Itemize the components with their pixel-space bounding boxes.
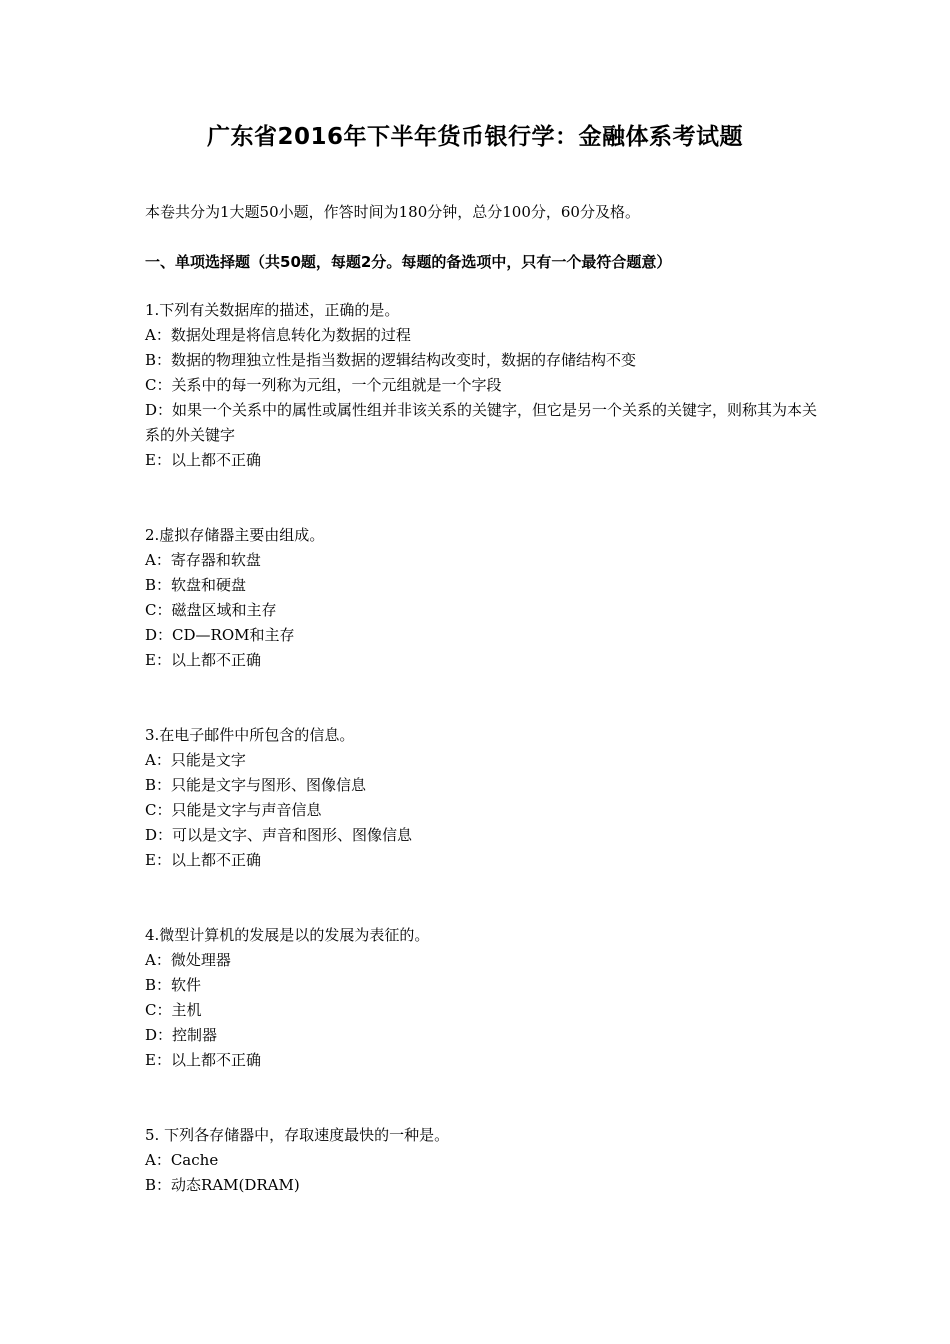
option-b: B：软件 (145, 976, 202, 994)
option-e: E：以上都不正确 (145, 851, 261, 869)
question-stem: 3.在电子邮件中所包含的信息。 (145, 726, 355, 744)
option-a: A：微处理器 (145, 951, 231, 969)
section-heading: 一、单项选择题（共50题，每题2分。每题的备选项中，只有一个最符合题意） (145, 253, 672, 271)
question-2 (145, 523, 820, 673)
option-a: A：Cache (145, 1151, 219, 1169)
option-b: B：软盘和硬盘 (145, 576, 247, 594)
option-c: C：关系中的每一列称为元组，一个元组就是一个字段 (145, 376, 502, 394)
document-title: 广东省2016年下半年货币银行学：金融体系考试题 (206, 124, 743, 150)
option-d: D：可以是文字、声音和图形、图像信息 (145, 826, 413, 844)
option-a: A：只能是文字 (145, 751, 246, 769)
option-a: A：寄存器和软盘 (145, 551, 261, 569)
question-list (145, 298, 820, 1248)
option-b: B：数据的物理独立性是指当数据的逻辑结构改变时，数据的存储结构不变 (145, 351, 637, 369)
option-c: C：只能是文字与声音信息 (145, 801, 322, 819)
option-c: C：主机 (145, 1001, 202, 1019)
question-stem: 5. 下列各存储器中，存取速度最快的一种是。 (145, 1126, 450, 1144)
option-d: D：CD—ROM和主存 (145, 626, 295, 644)
option-a: A：数据处理是将信息转化为数据的过程 (145, 326, 411, 344)
option-c: C：磁盘区域和主存 (145, 601, 277, 619)
option-d: D：控制器 (145, 1026, 218, 1044)
option-e: E：以上都不正确 (145, 451, 261, 469)
exam-intro: 本卷共分为1大题50小题，作答时间为180分钟，总分100分，60分及格。 (145, 203, 640, 221)
option-e: E：以上都不正确 (145, 651, 261, 669)
question-5 (145, 1123, 820, 1198)
question-stem: 4.微型计算机的发展是以的发展为表征的。 (145, 926, 430, 944)
question-4 (145, 923, 820, 1073)
question-3 (145, 723, 820, 873)
option-b: B：只能是文字与图形、图像信息 (145, 776, 367, 794)
question-1 (145, 298, 820, 473)
option-b: B：动态RAM(DRAM) (145, 1176, 300, 1194)
question-stem: 2.虚拟存储器主要由组成。 (145, 526, 325, 544)
question-stem: 1.下列有关数据库的描述，正确的是。 (145, 301, 400, 319)
option-d: D：如果一个关系中的属性或属性组并非该关系的关键字，但它是另一个关系的关键字，则称其为本关系的外关键字 (145, 401, 818, 444)
option-e: E：以上都不正确 (145, 1051, 261, 1069)
